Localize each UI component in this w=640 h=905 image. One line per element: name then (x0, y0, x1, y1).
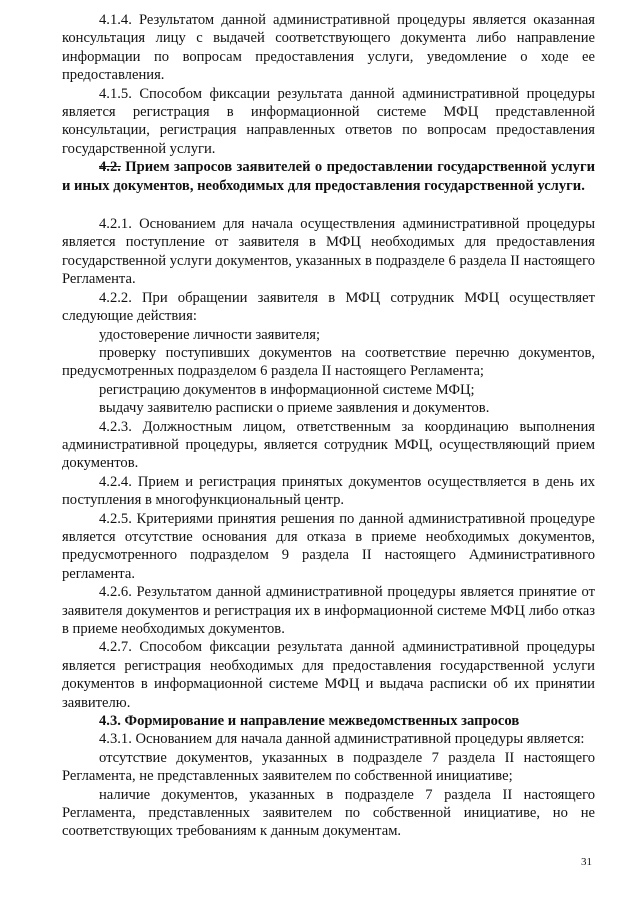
paragraph-4-2-7: 4.2.7. Способом фиксации результата данной административной процедуры является регистрация необходимых для предоставления государственной услуги документов в информационной системе МФЦ и выдача расписки об их принятии заявителю. (62, 639, 595, 711)
paragraph-4-1-5: 4.1.5. Способом фиксации результата данной административной процедуры является регистрация в информационной системе МФЦ представленной консультации, регистрация направленных ответов по вопросам предоставления государственной услуги. (62, 85, 595, 157)
section-heading-4-2 (62, 158, 595, 195)
list-item: отсутствие документов, указанных в подразделе 7 раздела II настоящего Регламента, не представленных заявителем по собственной инициативе; (62, 749, 595, 785)
list-item: наличие документов, указанных в подразделе 7 раздела II настоящего Регламента, представленных заявителем по собственной инициативе, но не соответствующих требованиям к данным документам. (62, 786, 595, 840)
paragraph-4-3-1: 4.3.1. Основанием для начала данной административной процедуры является: (99, 731, 585, 748)
paragraph-4-2-4: 4.2.4. Прием и регистрация принятых документов осуществляется в день их поступления в многофункциональный центр. (62, 473, 595, 509)
paragraph-4-1-4: 4.1.4. Результатом данной административной процедуры является оказанная консультация лицу с выдачей соответствующего документа либо направление информации по вопросам предоставления услуги, уведомление о ходе ее предоставления. (62, 12, 595, 84)
list-item: выдачу заявителю расписки о приеме заявления и документов. (99, 400, 490, 417)
paragraph-4-2-6: 4.2.6. Результатом данной административной процедуры является принятие от заявителя документов и регистрация их в информационной системе МФЦ либо отказ в приеме необходимых документов. (62, 584, 595, 637)
section-title-4-2: Прием запросов заявителей о предоставлении государственной услуги и иных документов, необходимых для предоставления государственной услуги. (62, 159, 595, 194)
section-heading-4-3: 4.3. Формирование и направление межведомственных запросов (99, 713, 520, 730)
list-item: проверку поступивших документов на соответствие перечню документов, предусмотренных подразделом 6 раздела II настоящего Регламента; (62, 344, 595, 380)
paragraph-4-2-1: 4.2.1. Основанием для начала осуществления административной процедуры является поступление от заявителя в МФЦ необходимых для предоставления государственной услуги документов, указанных в подразделе 6 раздела II настоящего Регламента. (62, 216, 595, 288)
page-number: 31 (581, 856, 592, 868)
page-body (62, 11, 595, 841)
paragraph-4-2-2: 4.2.2. При обращении заявителя в МФЦ сотрудник МФЦ осуществляет следующие действия: (62, 289, 595, 325)
spacer (62, 195, 595, 215)
paragraph-4-2-5: 4.2.5. Критериями принятия решения по данной административной процедуре является отсутствие основания для отказа в приеме необходимых документов, предусмотренного подразделом 9 раздела II настоящего Административного регламента. (62, 510, 595, 582)
list-item: удостоверение личности заявителя; (99, 326, 321, 343)
list-item: регистрацию документов в информационной системе МФЦ; (99, 381, 475, 398)
section-number-4-2: 4.2. (99, 159, 121, 176)
paragraph-4-2-3: 4.2.3. Должностным лицом, ответственным за координацию выполнения административной процедуры, является сотрудник МФЦ, осуществляющий прием документов. (62, 418, 595, 472)
